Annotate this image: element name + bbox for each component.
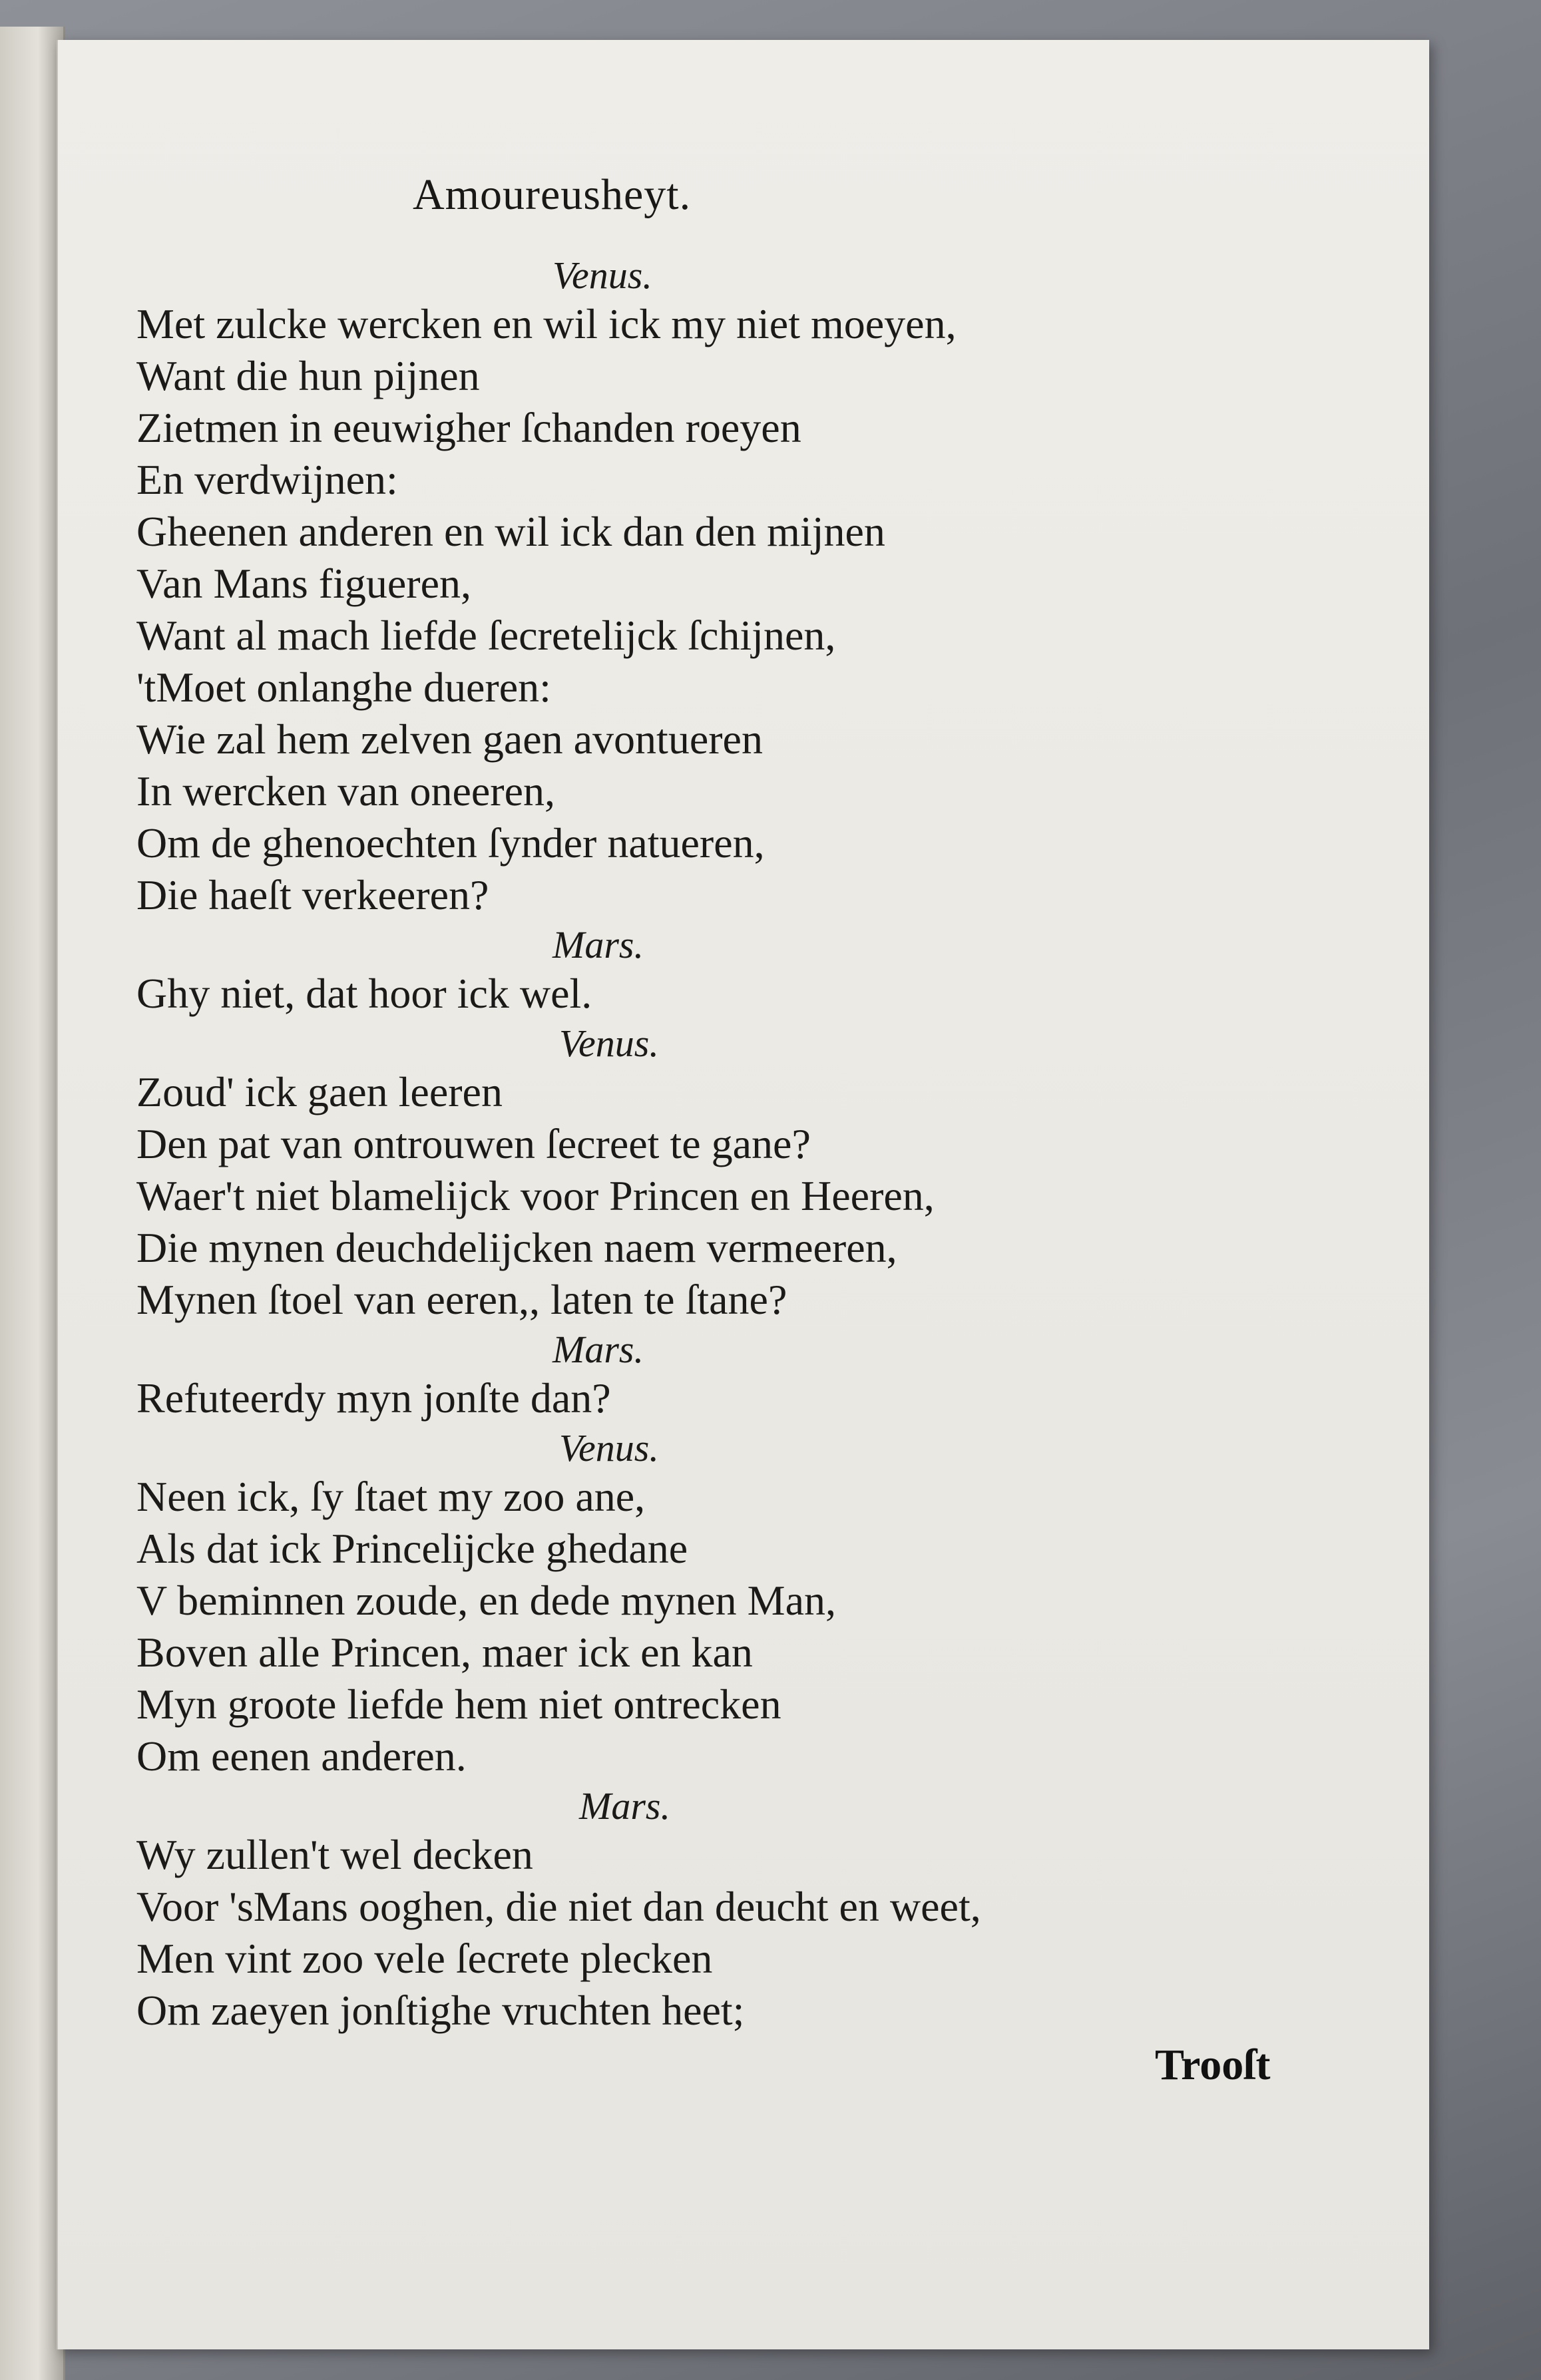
verse-line: Waer't niet blamelijck voor Princen en Heeren,	[136, 1172, 935, 1219]
verse-line: Wy zullen't wel decken	[136, 1831, 533, 1878]
speaker-label: Venus.	[552, 254, 652, 297]
verse-line: Voor 'sMans ooghen, die niet dan deucht en weet,	[136, 1883, 981, 1930]
verse-line: Myn groote liefde hem niet ontrecken	[136, 1681, 781, 1728]
running-head: Amoureusheyt.	[413, 170, 692, 219]
verse-line: Om zaeyen jonſtighe vruchten heet;	[136, 1987, 745, 2034]
verse-line: Ghy niet, dat hoor ick wel.	[136, 970, 592, 1017]
verse-line: Want al mach liefde ſecretelijck ſchijnen,	[136, 612, 836, 659]
verse-line: V beminnen zoude, en dede mynen Man,	[136, 1577, 836, 1624]
verse-line: 'tMoet onlanghe dueren:	[136, 664, 551, 711]
verse-line: En verdwijnen:	[136, 456, 398, 503]
verse-line: Met zulcke wercken en wil ick my niet moeyen,	[136, 300, 957, 347]
verse-line: Wie zal hem zelven gaen avontueren	[136, 715, 763, 763]
verse-line: Zietmen in eeuwigher ſchanden roeyen	[136, 404, 801, 451]
verse-line: Boven alle Princen, maer ick en kan	[136, 1629, 753, 1676]
verse-line: Gheenen anderen en wil ick dan den mijnen	[136, 508, 885, 555]
speaker-label: Venus.	[559, 1022, 659, 1065]
verse-line: Zoud' ick gaen leeren	[136, 1068, 503, 1115]
speaker-label: Mars.	[579, 1784, 670, 1828]
verse-line: Men vint zoo vele ſecrete plecken	[136, 1935, 713, 1982]
verse-line: Mynen ſtoel van eeren,, laten te ſtane?	[136, 1276, 787, 1323]
verse-line: Die mynen deuchdelijcken naem vermeeren,	[136, 1224, 897, 1271]
speaker-label: Mars.	[552, 923, 644, 966]
verse-line: Den pat van ontrouwen ſecreet te gane?	[136, 1120, 811, 1167]
facing-page-edge	[0, 27, 65, 2380]
verse-line: Refuteerdy myn jonſte dan?	[136, 1374, 611, 1422]
verse-line: Om eenen anderen.	[136, 1732, 467, 1780]
verse-line: Neen ick, ſy ſtaet my zoo ane,	[136, 1473, 646, 1520]
verse-line: Van Mans figueren,	[136, 560, 471, 607]
verse-line: Die haeſt verkeeren?	[136, 871, 489, 918]
speaker-label: Venus.	[559, 1426, 659, 1470]
verse-line: In wercken van oneeren,	[136, 767, 555, 815]
verse-line: Om de ghenoechten ſynder natueren,	[136, 819, 765, 867]
speaker-label: Mars.	[552, 1328, 644, 1371]
catchword: Trooſt	[1155, 2041, 1271, 2089]
verse-line: Als dat ick Princelijcke ghedane	[136, 1525, 688, 1572]
verse-line: Want die hun pijnen	[136, 352, 480, 399]
